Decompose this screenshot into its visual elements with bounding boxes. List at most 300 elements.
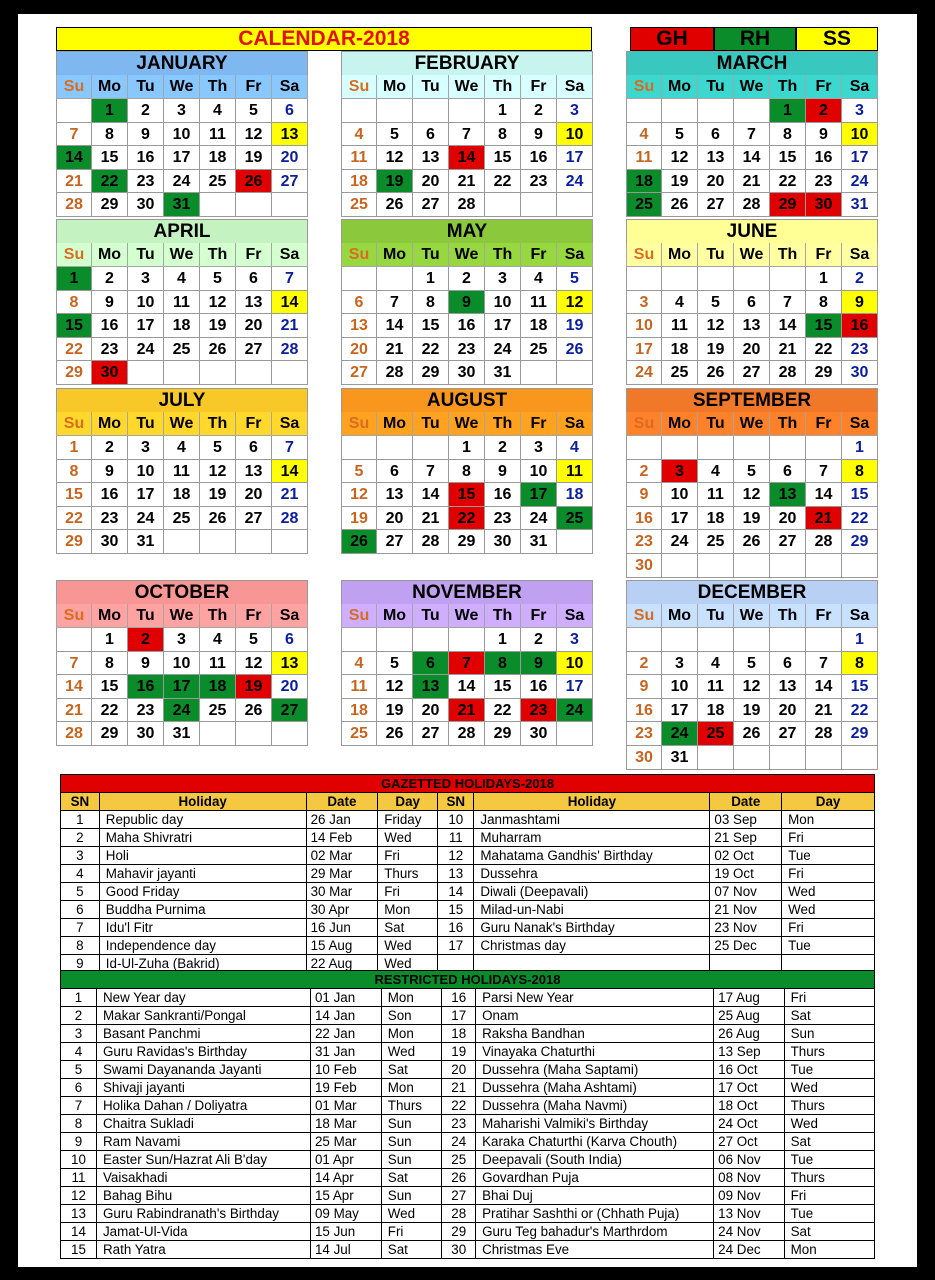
day-cell: 22 [56,507,92,531]
day-cell: 9 [626,483,662,507]
cell-day: Wed [782,883,875,901]
cell-sn: 2 [61,1007,97,1025]
day-cell: 1 [92,99,128,123]
day-cell: 24 [557,170,593,194]
cell-day: Wed [378,955,438,973]
day-cell: 8 [56,460,92,484]
weekday-fr: Fr [521,243,557,267]
day-cell: 15 [56,314,92,338]
empty-cell [377,267,413,291]
cell-date: 09 Nov [714,1187,784,1205]
cell-sn: 18 [442,1025,476,1043]
day-cell: 6 [236,436,272,460]
day-cell: 25 [341,722,377,746]
day-cell: 13 [272,652,308,676]
cell-sn: 24 [442,1133,476,1151]
day-cell: 26 [662,193,698,217]
day-cell: 25 [341,193,377,217]
weekday-fr: Fr [806,604,842,628]
day-cell: 11 [662,314,698,338]
day-cell: 7 [734,123,770,147]
legend-ss: SS [796,27,878,51]
empty-cell [842,746,878,770]
day-cell: 12 [557,291,593,315]
day-cell: 17 [557,675,593,699]
day-cell: 16 [842,314,878,338]
cell-date: 09 May [310,1205,381,1223]
empty-cell [734,436,770,460]
day-cell: 2 [842,267,878,291]
day-cell: 26 [734,530,770,554]
cell-day: Sat [784,1007,874,1025]
cell-day: Tue [784,1061,874,1079]
day-cell: 14 [770,314,806,338]
cell-day: Sun [381,1187,442,1205]
weekday-we: We [164,604,200,628]
empty-cell [734,746,770,770]
day-cell: 4 [557,436,593,460]
day-cell: 28 [377,361,413,385]
cell-name: Christmas day [474,937,710,955]
cell-sn: 4 [61,1043,97,1061]
day-cell: 19 [200,483,236,507]
day-cell: 2 [449,267,485,291]
cell-day: Sat [381,1169,442,1187]
cell-name: Holika Dahan / Doliyatra [96,1097,310,1115]
cell-sn: 12 [61,1187,97,1205]
day-cell: 26 [200,507,236,531]
cell-sn: 3 [61,1025,97,1043]
empty-cell [236,361,272,385]
month-may [341,219,593,385]
cell-date: 22 Jan [310,1025,381,1043]
cell-date: 16 Oct [714,1061,784,1079]
cell-date: 26 Jan [306,811,378,829]
weekday-sa: Sa [557,75,593,99]
day-cell: 31 [521,530,557,554]
day-cell: 12 [341,483,377,507]
day-cell: 29 [92,722,128,746]
cell-date: 24 Oct [714,1115,784,1133]
cell-day: Mon [381,1079,442,1097]
day-cell: 21 [806,507,842,531]
weekday-header-row [56,243,308,267]
day-cell: 29 [842,722,878,746]
cell-name: Id-Ul-Zuha (Bakrid) [99,955,306,973]
day-cell: 27 [272,699,308,723]
cell-date: 13 Nov [714,1205,784,1223]
calendar-title: CALENDAR-2018 [56,27,592,51]
cell-date: 17 Aug [714,989,784,1007]
day-cell: 7 [449,123,485,147]
day-cell: 3 [521,436,557,460]
month-december [626,580,878,770]
day-cell: 28 [770,361,806,385]
day-cell: 17 [557,146,593,170]
day-cell: 19 [734,699,770,723]
weekday-th: Th [485,604,521,628]
cell-day: Wed [782,901,875,919]
day-cell: 10 [557,652,593,676]
day-cell: 22 [485,699,521,723]
cell-sn: 10 [438,811,474,829]
empty-cell [272,722,308,746]
cell-day: Sat [784,1133,874,1151]
day-cell: 25 [200,699,236,723]
day-cell: 9 [92,460,128,484]
cell-sn: 8 [61,937,100,955]
day-cell: 19 [377,170,413,194]
day-cell: 25 [626,193,662,217]
day-cell: 19 [662,170,698,194]
day-cell: 7 [272,267,308,291]
restricted-holidays-table [60,970,875,1259]
day-cell: 9 [92,291,128,315]
day-cell: 27 [698,193,734,217]
weekday-mo: Mo [92,604,128,628]
day-cell: 20 [272,675,308,699]
day-cell: 23 [128,170,164,194]
day-cell: 24 [485,338,521,362]
day-cell: 8 [92,123,128,147]
month-name: JANUARY [56,51,308,75]
cell-sn: 7 [61,919,100,937]
weekday-mo: Mo [377,604,413,628]
day-cell: 26 [734,722,770,746]
day-cell: 30 [485,530,521,554]
day-cell: 12 [236,123,272,147]
weekday-we: We [449,412,485,436]
empty-cell [698,267,734,291]
cell-date: 25 Mar [310,1133,381,1151]
weekday-we: We [449,243,485,267]
cell-name: Swami Dayananda Jayanti [96,1061,310,1079]
empty-cell [770,436,806,460]
weekday-su: Su [626,412,662,436]
day-cell: 6 [341,291,377,315]
day-cell: 3 [128,436,164,460]
day-cell: 26 [200,338,236,362]
day-cell: 25 [164,338,200,362]
day-cell: 8 [56,291,92,315]
day-cell: 2 [92,436,128,460]
day-cell: 14 [734,146,770,170]
weekday-mo: Mo [662,243,698,267]
weekday-sa: Sa [842,604,878,628]
empty-cell [200,193,236,217]
day-cell: 18 [164,314,200,338]
day-cell: 17 [128,314,164,338]
day-cell: 1 [770,99,806,123]
cell-sn: 9 [61,955,100,973]
day-cell: 13 [413,146,449,170]
cell-name: Independence day [99,937,306,955]
day-cell: 11 [200,123,236,147]
day-cell: 30 [626,554,662,578]
weekday-sa: Sa [272,412,308,436]
day-cell: 21 [56,170,92,194]
month-february [341,51,593,217]
weekday-header-row [341,412,593,436]
day-cell: 5 [200,436,236,460]
day-cell: 16 [806,146,842,170]
day-cell: 11 [557,460,593,484]
day-cell: 27 [413,722,449,746]
day-cell: 25 [698,722,734,746]
month-name: JUNE [626,219,878,243]
day-cell: 24 [557,699,593,723]
cell-sn: 6 [61,901,100,919]
cell-date: 29 Mar [306,865,378,883]
day-cell: 6 [272,628,308,652]
cell-date: 06 Nov [714,1151,784,1169]
day-cell: 22 [92,699,128,723]
month-name: JULY [56,388,308,412]
day-cell: 7 [806,460,842,484]
cell-date: 30 Mar [306,883,378,901]
day-cell: 23 [128,699,164,723]
weekday-fr: Fr [521,604,557,628]
cell-name: Guru Rabindranath's Birthday [96,1205,310,1223]
weekday-we: We [164,412,200,436]
weekday-fr: Fr [236,243,272,267]
day-cell: 11 [626,146,662,170]
table-row [61,1097,875,1115]
day-cell: 18 [341,170,377,194]
empty-cell [413,436,449,460]
weekday-tu: Tu [698,604,734,628]
weekday-tu: Tu [413,243,449,267]
cell-date: 08 Nov [714,1169,784,1187]
empty-cell [272,193,308,217]
cell-day: Sat [381,1061,442,1079]
cell-sn: 16 [442,989,476,1007]
day-cell: 11 [698,675,734,699]
day-cell: 1 [92,628,128,652]
empty-cell [341,628,377,652]
day-cell: 24 [128,338,164,362]
weekday-we: We [734,412,770,436]
day-cell: 8 [842,652,878,676]
weekday-th: Th [485,75,521,99]
day-cell: 22 [842,507,878,531]
cell-day: Tue [784,1205,874,1223]
cell-name: Rath Yatra [96,1241,310,1259]
day-grid [626,628,878,770]
day-cell: 18 [200,146,236,170]
day-cell: 21 [413,507,449,531]
day-cell: 28 [272,507,308,531]
weekday-su: Su [626,75,662,99]
cell-day: Fri [784,989,874,1007]
cell-day: Mon [381,1025,442,1043]
cell-day: Sat [784,1223,874,1241]
cell-sn: 9 [61,1133,97,1151]
day-grid [341,99,593,217]
weekday-th: Th [200,412,236,436]
weekday-sa: Sa [272,75,308,99]
day-cell: 30 [92,530,128,554]
cell-day: Wed [378,937,438,955]
day-cell: 30 [806,193,842,217]
day-cell: 20 [770,507,806,531]
day-cell: 16 [128,675,164,699]
day-cell: 6 [770,460,806,484]
day-cell: 15 [770,146,806,170]
cell-sn: 16 [438,919,474,937]
legend-rh: RH [714,27,796,51]
empty-cell [272,361,308,385]
day-cell: 26 [698,361,734,385]
day-cell: 12 [734,675,770,699]
day-cell: 23 [92,338,128,362]
table-row [61,1241,875,1259]
cell-date: 01 Mar [310,1097,381,1115]
day-cell: 3 [842,99,878,123]
weekday-mo: Mo [662,604,698,628]
month-name: MAY [341,219,593,243]
table-row [61,1205,875,1223]
cell-sn: 8 [61,1115,97,1133]
empty-cell [806,746,842,770]
weekday-mo: Mo [662,75,698,99]
day-cell: 9 [485,460,521,484]
empty-cell [449,628,485,652]
day-cell: 22 [770,170,806,194]
day-cell: 23 [521,170,557,194]
day-cell: 29 [92,193,128,217]
day-cell: 25 [662,361,698,385]
cell-date: 10 Feb [310,1061,381,1079]
weekday-header-row [626,412,878,436]
day-cell: 16 [449,314,485,338]
cell-sn: 15 [61,1241,97,1259]
empty-cell [734,99,770,123]
empty-cell [842,554,878,578]
empty-cell [662,99,698,123]
cell-sn: 22 [442,1097,476,1115]
day-cell: 20 [770,699,806,723]
day-cell: 8 [413,291,449,315]
day-cell: 10 [557,123,593,147]
cell-sn: 14 [438,883,474,901]
day-cell: 4 [164,267,200,291]
weekday-th: Th [485,412,521,436]
cell-date: 25 Dec [710,937,782,955]
month-august [341,388,593,554]
weekday-th: Th [200,75,236,99]
day-cell: 7 [377,291,413,315]
empty-cell [734,267,770,291]
cell-name: Dussehra [474,865,710,883]
day-cell: 19 [377,699,413,723]
month-november [341,580,593,746]
day-cell: 9 [521,123,557,147]
day-cell: 1 [485,99,521,123]
weekday-mo: Mo [92,243,128,267]
day-cell: 24 [128,507,164,531]
weekday-su: Su [56,243,92,267]
cell-date: 13 Sep [714,1043,784,1061]
day-cell: 19 [698,338,734,362]
day-cell: 10 [485,291,521,315]
cell-name: New Year day [96,989,310,1007]
weekday-header-row [341,604,593,628]
weekday-we: We [164,243,200,267]
day-cell: 28 [449,193,485,217]
cell-day: Sun [784,1025,874,1043]
day-cell: 5 [377,652,413,676]
day-cell: 5 [734,652,770,676]
cell-name: Janmashtami [474,811,710,829]
day-cell: 11 [341,675,377,699]
day-cell: 8 [485,652,521,676]
cell-name: Vaisakhadi [96,1169,310,1187]
day-cell: 19 [236,146,272,170]
cell-day: Mon [381,989,442,1007]
cell-date: 15 Aug [306,937,378,955]
day-cell: 20 [413,699,449,723]
day-cell: 22 [485,170,521,194]
weekday-su: Su [626,243,662,267]
cell-day: Fri [784,1187,874,1205]
cell-name: Karaka Chaturthi (Karva Chouth) [476,1133,714,1151]
weekday-sa: Sa [842,412,878,436]
day-cell: 10 [164,652,200,676]
weekday-sa: Sa [842,75,878,99]
empty-cell [626,267,662,291]
day-cell: 18 [521,314,557,338]
day-cell: 9 [806,123,842,147]
day-cell: 21 [56,699,92,723]
table-row [61,1043,875,1061]
day-cell: 17 [662,507,698,531]
cell-name: Raksha Bandhan [476,1025,714,1043]
month-september [626,388,878,578]
day-cell: 15 [413,314,449,338]
cell-name: Easter Sun/Hazrat Ali B'day [96,1151,310,1169]
empty-cell [770,628,806,652]
weekday-we: We [734,243,770,267]
cell-date: 01 Jan [310,989,381,1007]
cell-date: 03 Sep [710,811,782,829]
day-cell: 13 [341,314,377,338]
day-cell: 28 [56,722,92,746]
cell-sn: 17 [438,937,474,955]
day-cell: 12 [236,652,272,676]
day-cell: 12 [734,483,770,507]
day-cell: 25 [557,507,593,531]
day-grid [341,628,593,746]
cell-day: Thurs [378,865,438,883]
day-cell: 14 [413,483,449,507]
weekday-su: Su [56,75,92,99]
cell-date: 19 Oct [710,865,782,883]
empty-cell [164,530,200,554]
day-cell: 26 [377,722,413,746]
day-cell: 19 [734,507,770,531]
day-cell: 6 [272,99,308,123]
day-cell: 6 [734,291,770,315]
day-cell: 1 [842,628,878,652]
month-october [56,580,308,746]
table-row [61,937,875,955]
day-cell: 5 [557,267,593,291]
empty-cell [341,99,377,123]
day-cell: 16 [485,483,521,507]
month-name: NOVEMBER [341,580,593,604]
weekday-mo: Mo [92,75,128,99]
